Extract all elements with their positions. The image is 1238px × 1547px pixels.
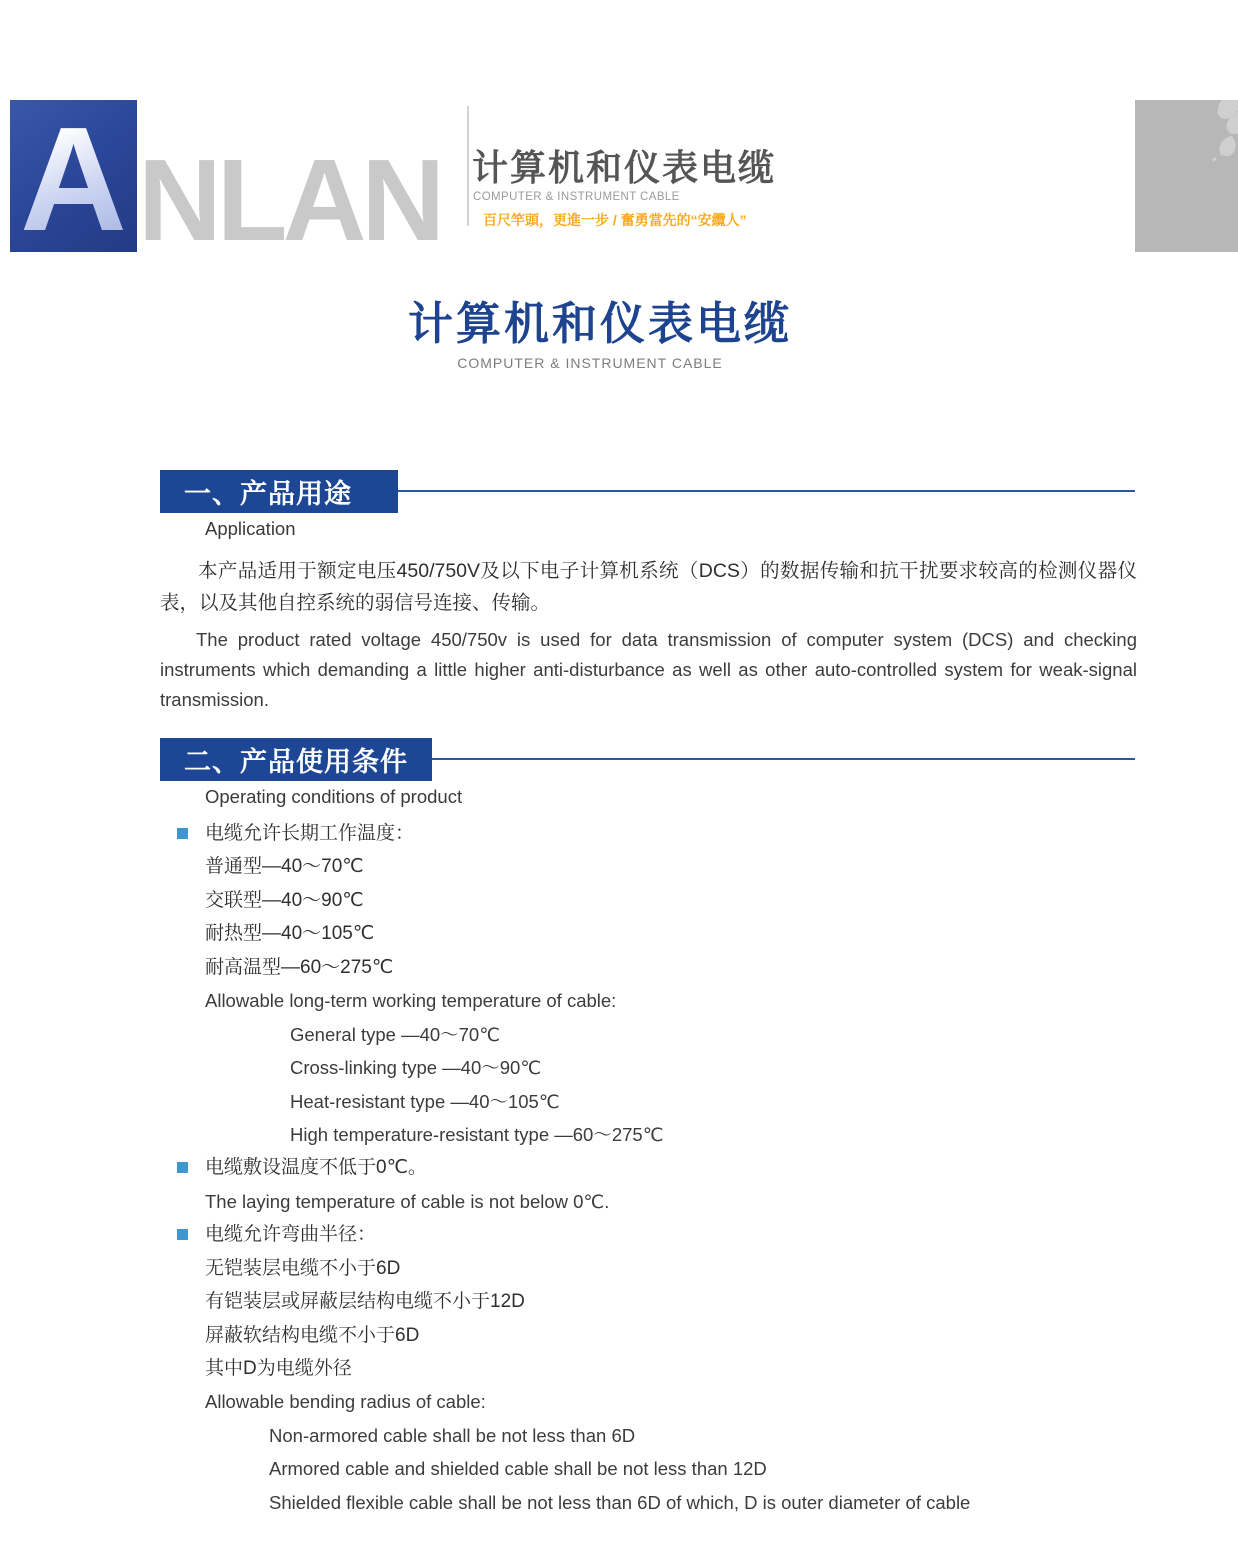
section-1-subheading-en: Application xyxy=(205,518,296,539)
corner-decoration xyxy=(1135,100,1238,252)
temperature-type-cn: 交联型—40～90℃ xyxy=(205,889,364,911)
condition-laying-en: The laying temperature of cable is not below 0℃. xyxy=(205,1190,610,1212)
header-product-title-en: COMPUTER & INSTRUMENT CABLE xyxy=(473,191,680,203)
list-item xyxy=(160,817,1150,850)
bending-rule-en: Armored cable and shielded cable shall be not less than 12D xyxy=(269,1458,767,1480)
page-title-cn: 计算机和仪表电缆 xyxy=(407,298,792,349)
section-1-heading xyxy=(160,470,398,513)
header-divider xyxy=(467,106,469,226)
bullet-square-icon xyxy=(177,1229,188,1240)
header-product-title-cn: 计算机和仪表电缆 xyxy=(472,147,777,188)
temperature-type-en: General type —40～70℃ xyxy=(290,1023,500,1045)
bending-rule-cn: 无铠装层电缆不小于6D xyxy=(205,1257,401,1279)
list-item xyxy=(160,1218,1150,1251)
bullet-square-icon xyxy=(177,1162,188,1173)
bending-rule-cn: 屏蔽软结构电缆不小于6D xyxy=(205,1324,420,1346)
temperature-type-cn: 耐热型—40～105℃ xyxy=(205,923,375,945)
header-slogan: 百尺竿頭，更進一步 / 奮勇當先的“安纜人” xyxy=(483,212,747,228)
temperature-type-en: High temperature-resistant type —60～275℃ xyxy=(290,1123,664,1145)
section-2-subheading-en: Operating conditions of product xyxy=(205,786,463,807)
logo-letter-a: A xyxy=(20,97,127,262)
condition-laying-cn: 电缆敷设温度不低于0℃。 xyxy=(205,1157,427,1179)
application-paragraph-en: The product rated voltage 450/750v is used for data transmission of computer system (DCS) and checking instruments which demanding a little higher anti-disturbance as well as other auto-controlled system for weak-signal transmission. xyxy=(160,629,1137,710)
bending-rule-cn: 其中D为电缆外径 xyxy=(205,1358,352,1379)
bending-rule-en: Non-armored cable shall be not less than 6D xyxy=(269,1424,636,1446)
temperature-type-en: Cross-linking type —40～90℃ xyxy=(290,1057,542,1079)
bending-rule-en: Shielded flexible cable shall be not less than 6D of which, D is outer diameter of cable xyxy=(269,1491,971,1513)
temperature-type-cn: 耐高温型—60～275℃ xyxy=(205,956,394,978)
condition-temperature-en: Allowable long-term working temperature of cable: xyxy=(205,990,617,1012)
section-1-heading-label: 一、产品用途 xyxy=(184,479,352,509)
leaf-icon xyxy=(1182,100,1238,202)
condition-bending-en: Allowable bending radius of cable: xyxy=(205,1391,486,1413)
condition-temperature-cn: 电缆允许长期工作温度： xyxy=(205,823,415,844)
bending-rule-cn: 有铠装层或屏蔽层结构电缆不小于12D xyxy=(205,1291,525,1313)
application-paragraph-cn: 本产品适用于额定电压450/750V及以下电子计算机系统（DCS）的数据传输和抗干扰要求较高的检测仪器仪表，以及其他自控系统的弱信号连接、传输。 xyxy=(160,560,1137,614)
anlan-logo-mark-icon xyxy=(10,97,137,262)
page-title-en: COMPUTER & INSTRUMENT CABLE xyxy=(457,355,723,371)
list-item xyxy=(160,1151,1150,1184)
anlan-logo-text: NLAN xyxy=(138,134,441,265)
section-2-heading-label: 二、产品使用条件 xyxy=(184,747,408,777)
condition-bending-cn: 电缆允许弯曲半径： xyxy=(205,1224,377,1246)
operating-conditions-list xyxy=(160,817,1150,1519)
section-2-rule xyxy=(432,758,1135,760)
section-2-heading xyxy=(160,738,432,781)
bullet-square-icon xyxy=(177,828,188,839)
temperature-type-cn: 普通型—40～70℃ xyxy=(205,856,364,878)
temperature-type-en: Heat-resistant type —40～105℃ xyxy=(290,1090,560,1112)
section-1-rule xyxy=(398,490,1135,492)
